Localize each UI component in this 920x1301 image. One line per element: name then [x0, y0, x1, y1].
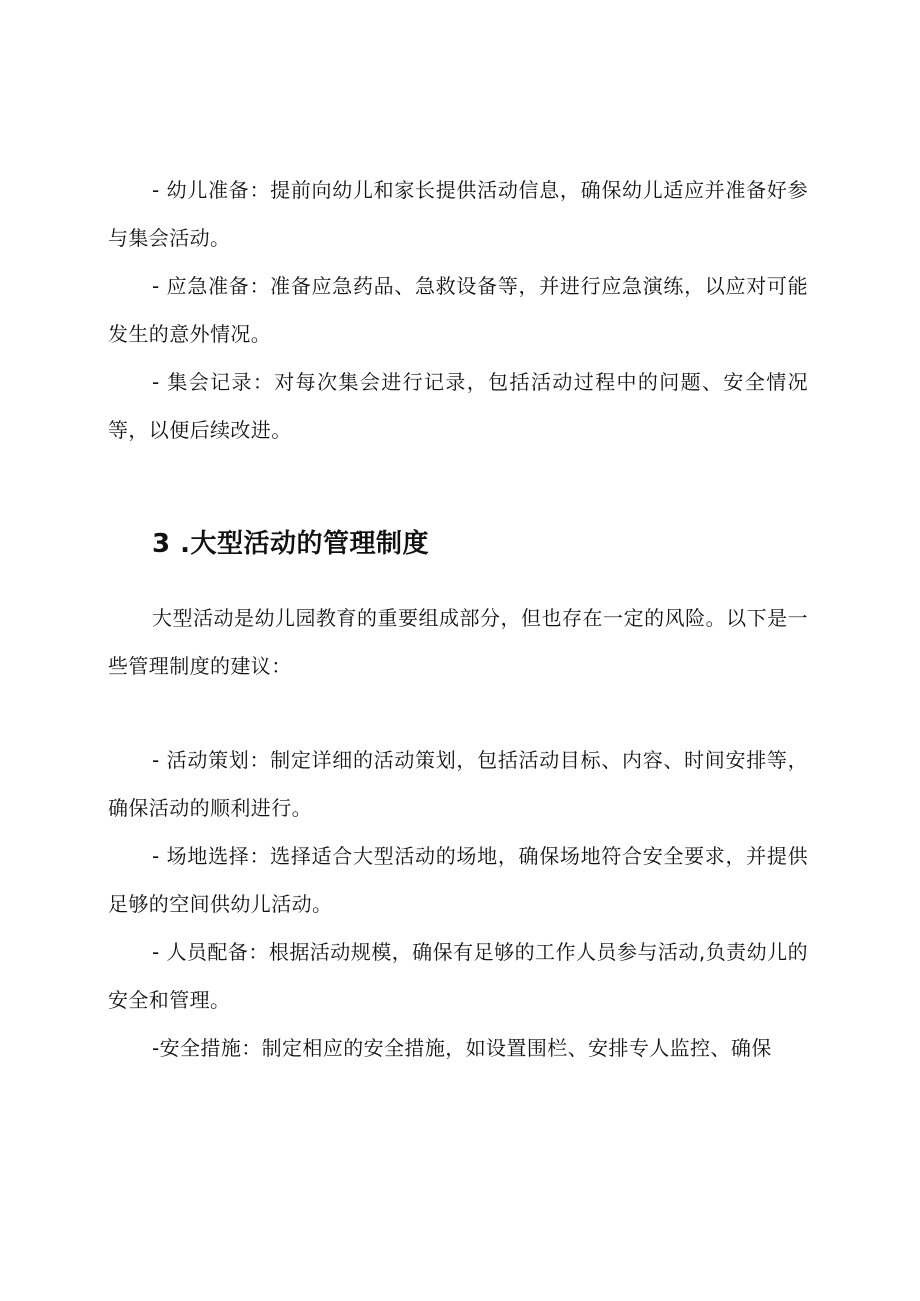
list-item-gathering-records: - 集会记录：对每次集会进行记录，包括活动过程中的问题、安全情况等，以便后续改进。	[108, 370, 808, 442]
list-item-activity-planning: - 活动策划：制定详细的活动策划，包括活动目标、内容、时间安排等，确保活动的顺利进行。	[108, 748, 808, 820]
section-heading: 3 .大型活动的管理制度	[152, 529, 430, 559]
list-item-emergency-preparation: - 应急准备：准备应急药品、急救设备等，并进行应急演练，以应对可能发生的意外情况。	[108, 274, 808, 346]
intro-paragraph: 大型活动是幼儿园教育的重要组成部分，但也存在一定的风险。以下是一些管理制度的建议：	[108, 606, 808, 678]
list-item-staffing: - 人员配备：根据活动规模，确保有足够的工作人员参与活动,负责幼儿的安全和管理。	[108, 940, 808, 1012]
list-item-child-preparation: - 幼儿准备：提前向幼儿和家长提供活动信息，确保幼儿适应并准备好参与集会活动。	[108, 178, 808, 250]
list-item-venue-selection: - 场地选择：选择适合大型活动的场地，确保场地符合安全要求，并提供足够的空间供幼儿活动。	[108, 844, 808, 916]
list-item-safety-measures: -安全措施：制定相应的安全措施，如设置围栏、安排专人监控、确保	[152, 1036, 772, 1060]
